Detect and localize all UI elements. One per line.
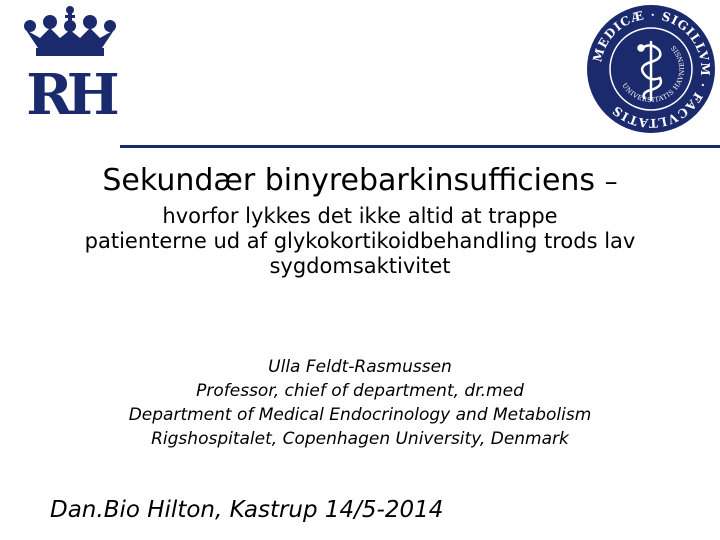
seal-inner-text: UNIVERSITATIS HAVNIENSIS [620,43,687,105]
crown-icon [24,6,116,56]
slide-subtitle [0,204,720,279]
author-title: Professor, chief of department, dr.med [196,381,524,401]
university-seal [584,2,718,136]
title-main: Sekundær binyrebarkinsufficiens [102,163,596,198]
slide-title [0,163,720,200]
author-name: Ulla Feldt-Rasmussen [268,357,452,377]
subtitle-line: patienterne ud af glykokortikoidbehandling trods lav [84,229,636,253]
author-institution: Rigshospitalet, Copenhagen University, Denmark [151,429,569,449]
author-block [0,355,720,451]
header-divider [120,145,720,148]
subtitle-line: hvorfor lykkes det ikke altid at trappe [162,204,558,228]
rigshospitalet-logo [20,4,120,120]
event-info: Dan.Bio Hilton, Kastrup 14/5-2014 [50,497,444,523]
title-dash: – [604,167,618,197]
logo-text: RH [26,62,114,120]
author-department: Department of Medical Endocrinology and Metabolism [128,405,592,425]
subtitle-line: sygdomsaktivitet [269,254,451,278]
seal-text: MEDICÆ · SIGILLVM · FACVLTATIS [590,7,713,131]
